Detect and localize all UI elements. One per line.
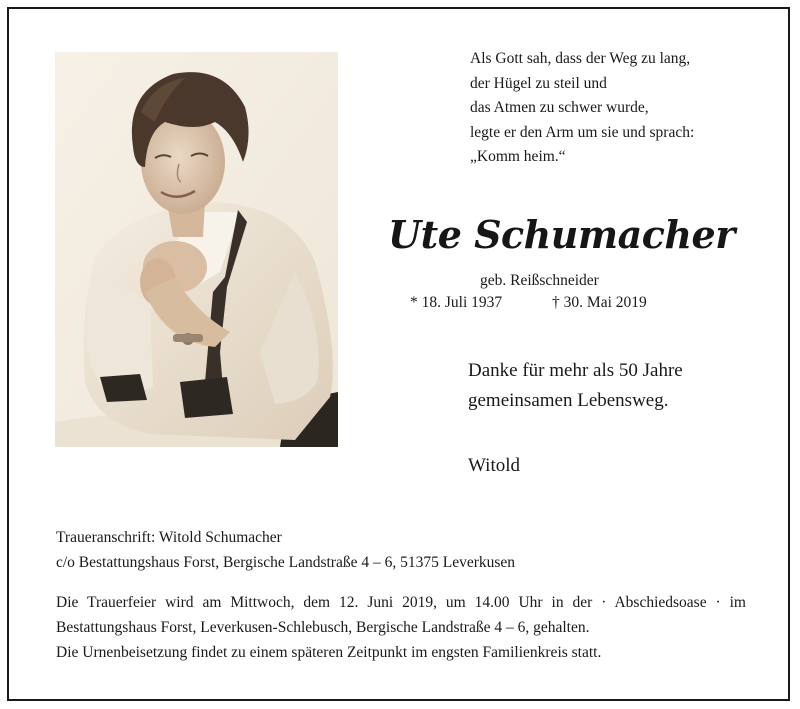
poem-line: legte er den Arm um sie und sprach: <box>470 123 695 141</box>
thanks-line: gemeinsamen Lebensweg. <box>468 390 669 411</box>
poem-line: der Hügel zu steil und <box>470 74 607 92</box>
poem-line: „Komm heim.“ <box>470 148 566 165</box>
poem-line: das Atmen zu schwer wurde, <box>470 99 649 116</box>
address-line: Traueranschrift: Witold Schumacher <box>56 529 282 546</box>
ceremony-line: Die Trauerfeier wird am Mittwoch, dem 12. Juni 2019, um 14.00 Uhr in der · Abschiedsoase · im <box>56 594 746 611</box>
poem <box>470 47 694 170</box>
poem-line: Als Gott sah, dass der Weg zu lang, <box>470 50 691 67</box>
thanks-message <box>468 356 683 416</box>
address-line: c/o Bestattungshaus Forst, Bergische Landstraße 4 – 6, 51375 Leverkusen <box>56 554 516 571</box>
life-dates <box>410 294 647 312</box>
deceased-name: Ute Schumacher <box>388 212 735 257</box>
ceremony-line: Bestattungshaus Forst, Leverkusen-Schlebusch, Bergische Landstraße 4 – 6, gehalten. <box>56 619 590 636</box>
ceremony-line: Die Urnenbeisetzung findet zu einem späteren Zeitpunkt im engsten Familienkreis statt. <box>56 644 602 661</box>
ceremony-details <box>56 590 746 665</box>
death-date: † 30. Mai 2019 <box>552 294 647 311</box>
birth-name: geb. Reißschneider <box>480 272 599 289</box>
signer-name: Witold <box>468 455 521 476</box>
mourning-address <box>56 525 515 575</box>
thanks-line: Danke für mehr als 50 Jahre <box>468 360 683 381</box>
birth-date: * 18. Juli 1937 <box>410 294 503 311</box>
portrait-photo <box>55 52 338 447</box>
